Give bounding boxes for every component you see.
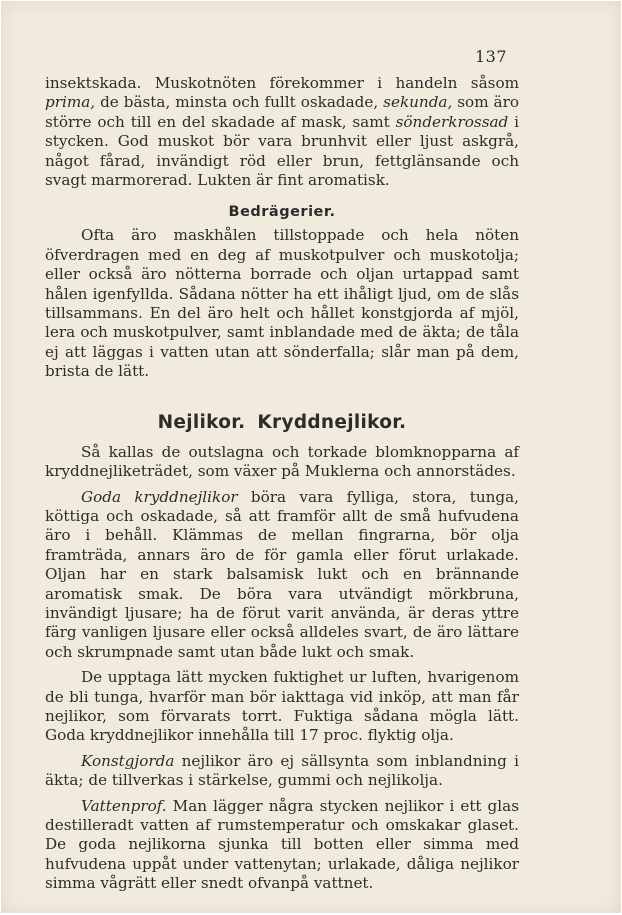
term-sonderkrossad: sönderkrossad [395,112,509,131]
nejlikor-paragraph-2 [45,488,519,663]
term-goda-kryddnejlikor: Goda kryddnejlikor [81,487,238,506]
intro-text-4: i stycken. God muskot bör vara brunhvit eller ljust askgrå, något fårad, invändigt röd eller brun, fettglänsande och svagt marmorerad. Lukten är fint aromatisk. [45,112,520,190]
term-sekunda: sekunda, [383,93,453,112]
term-prima: prima, [45,93,96,112]
heading-nejlikor-2: Kryddnejlikor. [257,411,407,433]
nejlikor-paragraph-1: Så kallas de outslagna och torkade blomknopparna af kryddnejliketrädet, som växer på Muklerna och annorstädes. [45,442,519,481]
heading-nejlikor [45,412,519,433]
intro-text-1: insektskada. Muskotnöten förekommer i handeln såsom [45,74,519,92]
nejlikor-paragraph-5 [45,797,519,894]
nejlikor-paragraph-4-text: nejlikor äro ej sällsynta som inblandning i äkta; de tillverkas i stärkelse, gummi och nejlikolja. [45,751,519,790]
intro-text-2: de bästa, minsta och fullt oskadade, [95,93,384,112]
intro-text-3: som äro större och till en del skadade af mask, samt [45,93,519,131]
heading-nejlikor-1: Nejlikor. [157,411,246,433]
nejlikor-paragraph-5-text: Man lägger några stycken nejlikor i ett glas destilleradt vatten af rumstemperatur och omskakar glaset. De goda nejlikorna sjunka till botten eller simma med hufvudena uppåt under vattenytan; urlakade, dåliga nejlikor simma vågrätt eller snedt ofvanpå vattnet. [45,796,519,893]
nejlikor-paragraph-4 [45,752,519,791]
nejlikor-paragraph-2-text: böra vara fylliga, stora, tunga, köttiga och oskadade, så att framför allt de små hufvudena äro i behåll. Klämmas de mellan fingrarna, bör olja framträda, annars äro de för gamla eller förut urlakade. Oljan har en stark balsamisk lukt och en brännande aromatisk smak. De böra vara utvändigt mörkbruna, invändigt ljusare; ha de förut varit använda, är deras yttre färg vanligen ljusare eller också alldeles svart, de äro lättare och skrumpnade samt utan både lukt och smak. [45,487,519,661]
bedragerier-paragraph: Ofta äro maskhålen tillstoppade och hela nöten öfverdragen med en deg af muskotpulver och muskotolja; eller också äro nötterna borrade och oljan urtappad samt hålen igenfyllda. Sådana nötter ha ett ihåligt ljud, om de slås tillsammans. En del äro helt och hållet konstgjorda af mjöl, lera och muskotpulver, samt inblandade med de äkta; de tåla ej att läggas i vatten utan att sönderfalla; slår man på dem, brista de lätt. [45,226,519,381]
term-konstgjorda: Konstgjorda [81,751,175,770]
book-page [1,1,621,913]
term-vattenprof: Vattenprof. [81,796,167,815]
intro-paragraph [45,74,519,190]
page-content [45,74,519,894]
page-number: 137 [475,47,508,66]
nejlikor-paragraph-3: De upptaga lätt mycken fuktighet ur luften, hvarigenom de bli tunga, hvarför man bör iakttaga vid inköp, att man får nejlikor, som förvarats torrt. Fuktiga sådana mögla lätt. Goda kryddnejlikor innehålla till 17 proc. flyktig olja. [45,668,519,745]
heading-bedragerier: Bedrägerier. [228,204,336,221]
